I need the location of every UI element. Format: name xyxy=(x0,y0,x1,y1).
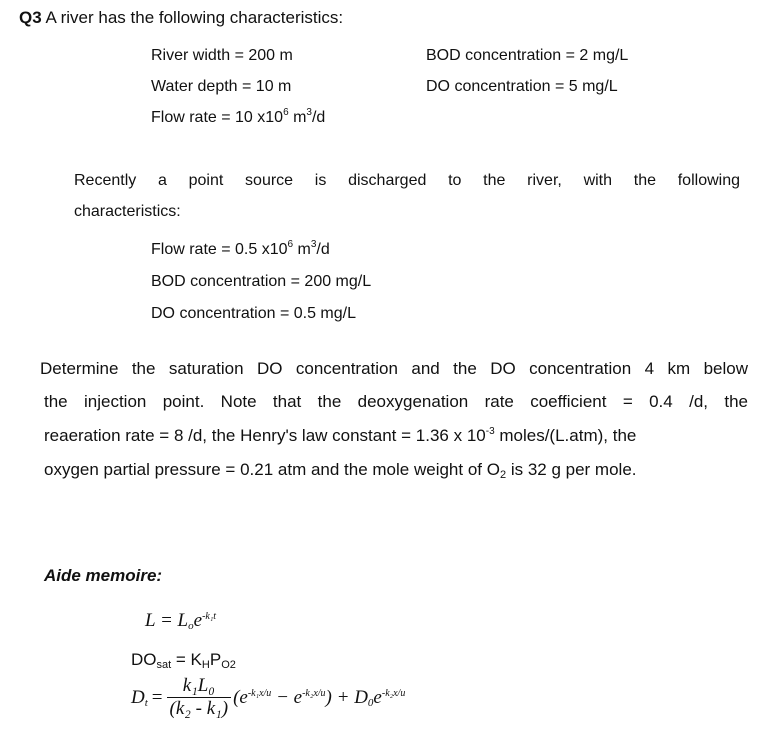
task-line3-prefix: reaeration rate = 8 /d, the Henry's law constant = 1.36 x 10 xyxy=(44,426,486,445)
eq3-numerator: k₁L₀ xyxy=(167,675,232,698)
river-depth: Water depth = 10 m xyxy=(151,78,292,95)
eq2-lhs: DO xyxy=(131,650,157,669)
task-line2: the injection point. Note that the deoxygenation rate coefficient = 0.4 /d, the xyxy=(44,392,748,411)
source-flow-rate xyxy=(151,241,330,259)
source-flow-unit-exp: 3 xyxy=(310,239,317,250)
question-label: Q3 xyxy=(19,8,42,27)
source-flow-prefix: Flow rate = 0.5 x10 xyxy=(151,241,288,258)
river-flow-suffix: /d xyxy=(311,109,326,126)
eq1-e: e xyxy=(193,610,203,631)
eq3-e: e xyxy=(373,686,382,708)
task-line3 xyxy=(44,426,748,446)
river-flow-unit-exp: 3 xyxy=(306,107,312,118)
question-header xyxy=(19,8,343,28)
task-line1: Determine the saturation DO concentration and the DO concentration 4 km below xyxy=(40,359,748,378)
river-flow-prefix: Flow rate = 10 x10 xyxy=(151,109,284,126)
eq1-sub: o xyxy=(188,620,194,632)
eq3-fraction xyxy=(167,675,232,720)
source-bod: BOD concentration = 200 mg/L xyxy=(151,273,372,290)
eq3-equals: = xyxy=(151,686,163,708)
task-line3-suffix: moles/(L.atm), the xyxy=(494,426,637,445)
eq3-exp1: -k₁x/u xyxy=(247,687,272,699)
eq1-lhs: L = L xyxy=(145,610,189,631)
task-line4-sub: 2 xyxy=(499,469,507,481)
question-intro: A river has the following characteristics: xyxy=(45,8,344,27)
eq2-lhs-sub: sat xyxy=(156,659,172,671)
source-do: DO concentration = 0.5 mg/L xyxy=(151,305,356,322)
source-intro-line2: characteristics: xyxy=(74,203,181,220)
eq2-o2: O2 xyxy=(221,659,236,671)
river-flow-unit: m xyxy=(288,109,307,126)
river-flow-exp: 6 xyxy=(283,107,289,118)
eq2-h: H xyxy=(201,659,210,671)
eq3-exp2: -k₂x/u xyxy=(302,687,326,699)
task-line4 xyxy=(44,460,637,480)
eq3-lhs-group xyxy=(131,687,148,709)
eq3-close: ) + D xyxy=(325,686,368,708)
task-line3-text xyxy=(44,426,636,446)
eq3-minus: − e xyxy=(271,686,303,708)
river-flow-rate xyxy=(151,109,325,127)
eq1-exp: -k₁t xyxy=(202,611,217,622)
task-line3-exp: -3 xyxy=(485,426,495,437)
river-do: DO concentration = 5 mg/L xyxy=(426,78,618,95)
task-line4-suffix: is 32 g per mole. xyxy=(506,460,637,479)
river-bod: BOD concentration = 2 mg/L xyxy=(426,47,629,64)
eq3-d0-sub: 0 xyxy=(367,696,374,709)
eq3-exp3: -k₂x/u xyxy=(381,687,406,699)
eq3-denominator: (k₂ - k₁) xyxy=(169,698,229,719)
source-flow-suffix: /d xyxy=(316,241,330,258)
equation-bod-decay xyxy=(145,610,216,632)
eq3-paren-open: (e xyxy=(233,686,248,708)
source-flow-exp: 6 xyxy=(287,239,294,250)
eq2-p: P xyxy=(209,650,222,669)
source-flow-unit: m xyxy=(293,241,311,258)
equation-do-sat xyxy=(131,650,236,670)
equation-do-deficit xyxy=(131,675,405,720)
river-width: River width = 200 m xyxy=(151,47,293,64)
eq3-lhs-sub: t xyxy=(144,696,148,709)
aide-heading: Aide memoire: xyxy=(44,566,163,585)
eq3-rhs xyxy=(233,687,405,709)
eq3-lhs: D xyxy=(131,686,145,708)
task-line4-prefix: oxygen partial pressure = 0.21 atm and the mole weight of O xyxy=(44,460,500,479)
eq2-mid: = K xyxy=(171,650,202,669)
source-intro-line1: Recently a point source is discharged to the river, with the following xyxy=(74,172,740,189)
